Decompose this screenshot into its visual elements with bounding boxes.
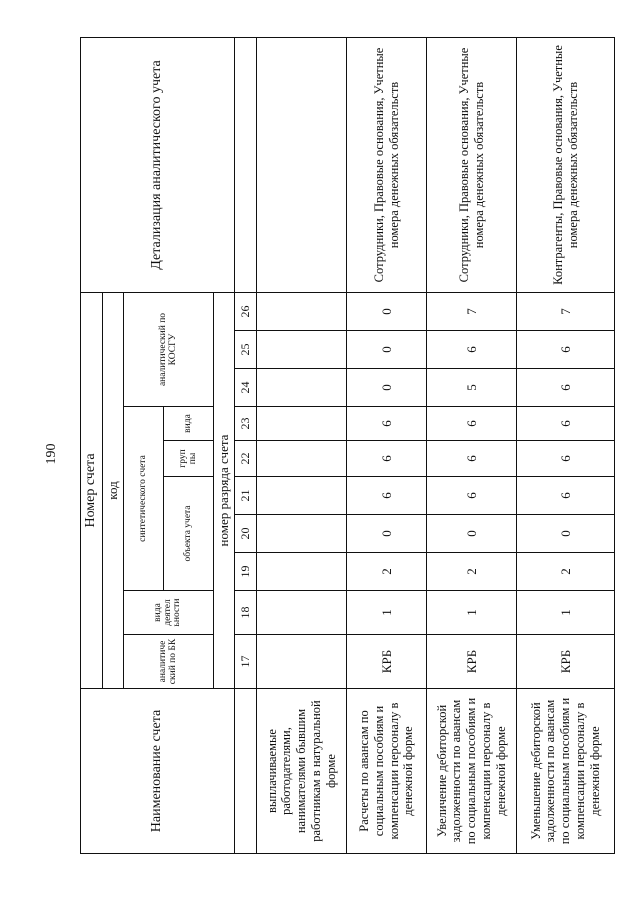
row-cell bbox=[257, 369, 347, 407]
digit-19: 19 bbox=[235, 553, 257, 591]
row-cell bbox=[257, 292, 347, 330]
header-analytic-bk: аналитиче ский по БК bbox=[124, 635, 214, 689]
row-detail: Сотрудники, Правовые основания, Учетные номера денежных обязательств bbox=[347, 37, 427, 292]
row-cell bbox=[257, 515, 347, 553]
row-cell: 6 bbox=[517, 477, 615, 515]
row-cell: 2 bbox=[517, 553, 615, 591]
header-synthetic: синтетического счета bbox=[124, 407, 164, 591]
row-cell: 2 bbox=[347, 553, 427, 591]
row-account-name: выплачиваемые работодателями, нанимателями бывшим работникам в натуральной форме bbox=[257, 689, 347, 854]
row-cell: 0 bbox=[347, 515, 427, 553]
row-cell: 6 bbox=[517, 407, 615, 441]
row-cell: КРБ bbox=[517, 635, 615, 689]
row-cell: 1 bbox=[427, 591, 517, 635]
row-cell: 6 bbox=[517, 369, 615, 407]
row-cell: 6 bbox=[427, 441, 517, 477]
row-cell: 6 bbox=[427, 331, 517, 369]
digit-empty-name bbox=[235, 689, 257, 854]
rotated-table-area bbox=[80, 38, 612, 854]
table-row bbox=[427, 37, 517, 853]
header-digit-number: номер разряда счета bbox=[214, 292, 235, 688]
row-cell: 6 bbox=[517, 331, 615, 369]
row-cell: 6 bbox=[427, 407, 517, 441]
header-kind: вида bbox=[164, 407, 214, 441]
header-account-object: объекта учета bbox=[164, 477, 214, 591]
row-cell: 6 bbox=[347, 407, 427, 441]
row-cell: 6 bbox=[427, 477, 517, 515]
row-cell: 1 bbox=[517, 591, 615, 635]
row-cell: 7 bbox=[517, 292, 615, 330]
row-cell: 0 bbox=[517, 515, 615, 553]
accounts-table bbox=[80, 37, 615, 854]
digit-21: 21 bbox=[235, 477, 257, 515]
table-row bbox=[347, 37, 427, 853]
digit-20: 20 bbox=[235, 515, 257, 553]
digit-25: 25 bbox=[235, 331, 257, 369]
row-cell: 0 bbox=[347, 292, 427, 330]
row-cell: 6 bbox=[347, 441, 427, 477]
row-cell: 2 bbox=[427, 553, 517, 591]
row-account-name: Уменьшение дебиторской задолженности по авансам по социальным пособиям и компенсации персоналу в денежной форме bbox=[517, 689, 615, 854]
digit-17: 17 bbox=[235, 635, 257, 689]
header-code: код bbox=[103, 292, 124, 688]
row-cell: 6 bbox=[347, 477, 427, 515]
header-analytic-kosgu: аналитический по КОСГУ bbox=[124, 292, 214, 406]
table-row bbox=[517, 37, 615, 853]
page-number: 190 bbox=[44, 443, 59, 465]
row-cell: 0 bbox=[347, 369, 427, 407]
digit-empty-detail bbox=[235, 37, 257, 292]
digit-26: 26 bbox=[235, 292, 257, 330]
row-cell bbox=[257, 553, 347, 591]
header-activity-kind: вида деятел ьности bbox=[124, 591, 214, 635]
row-detail: Сотрудники, Правовые основания, Учетные номера денежных обязательств bbox=[427, 37, 517, 292]
digit-22: 22 bbox=[235, 441, 257, 477]
row-cell bbox=[257, 441, 347, 477]
row-detail bbox=[257, 37, 347, 292]
row-cell bbox=[257, 477, 347, 515]
row-cell: 6 bbox=[517, 441, 615, 477]
header-account-number: Номер счета bbox=[81, 292, 103, 688]
row-cell: 7 bbox=[427, 292, 517, 330]
row-account-name: Увеличение дебиторской задолженности по авансам по социальным пособиям и компенсации персоналу в денежной форме bbox=[427, 689, 517, 854]
row-cell bbox=[257, 591, 347, 635]
row-cell: КРБ bbox=[347, 635, 427, 689]
header-account-name: Наименование счета bbox=[81, 689, 235, 854]
digit-23: 23 bbox=[235, 407, 257, 441]
table-row bbox=[257, 37, 347, 853]
row-cell: 1 bbox=[347, 591, 427, 635]
header-detail: Детализация аналитического учета bbox=[81, 37, 235, 292]
row-cell: КРБ bbox=[427, 635, 517, 689]
row-cell: 5 bbox=[427, 369, 517, 407]
row-cell bbox=[257, 331, 347, 369]
digit-24: 24 bbox=[235, 369, 257, 407]
digit-18: 18 bbox=[235, 591, 257, 635]
row-cell: 0 bbox=[427, 515, 517, 553]
row-cell: 0 bbox=[347, 331, 427, 369]
header-group: груп пы bbox=[164, 441, 214, 477]
row-account-name: Расчеты по авансам по социальным пособиям и компенсации персоналу в денежной форме bbox=[347, 689, 427, 854]
row-cell bbox=[257, 407, 347, 441]
row-cell bbox=[257, 635, 347, 689]
row-detail: Контрагенты, Правовые основания, Учетные номера денежных обязательств bbox=[517, 37, 615, 292]
